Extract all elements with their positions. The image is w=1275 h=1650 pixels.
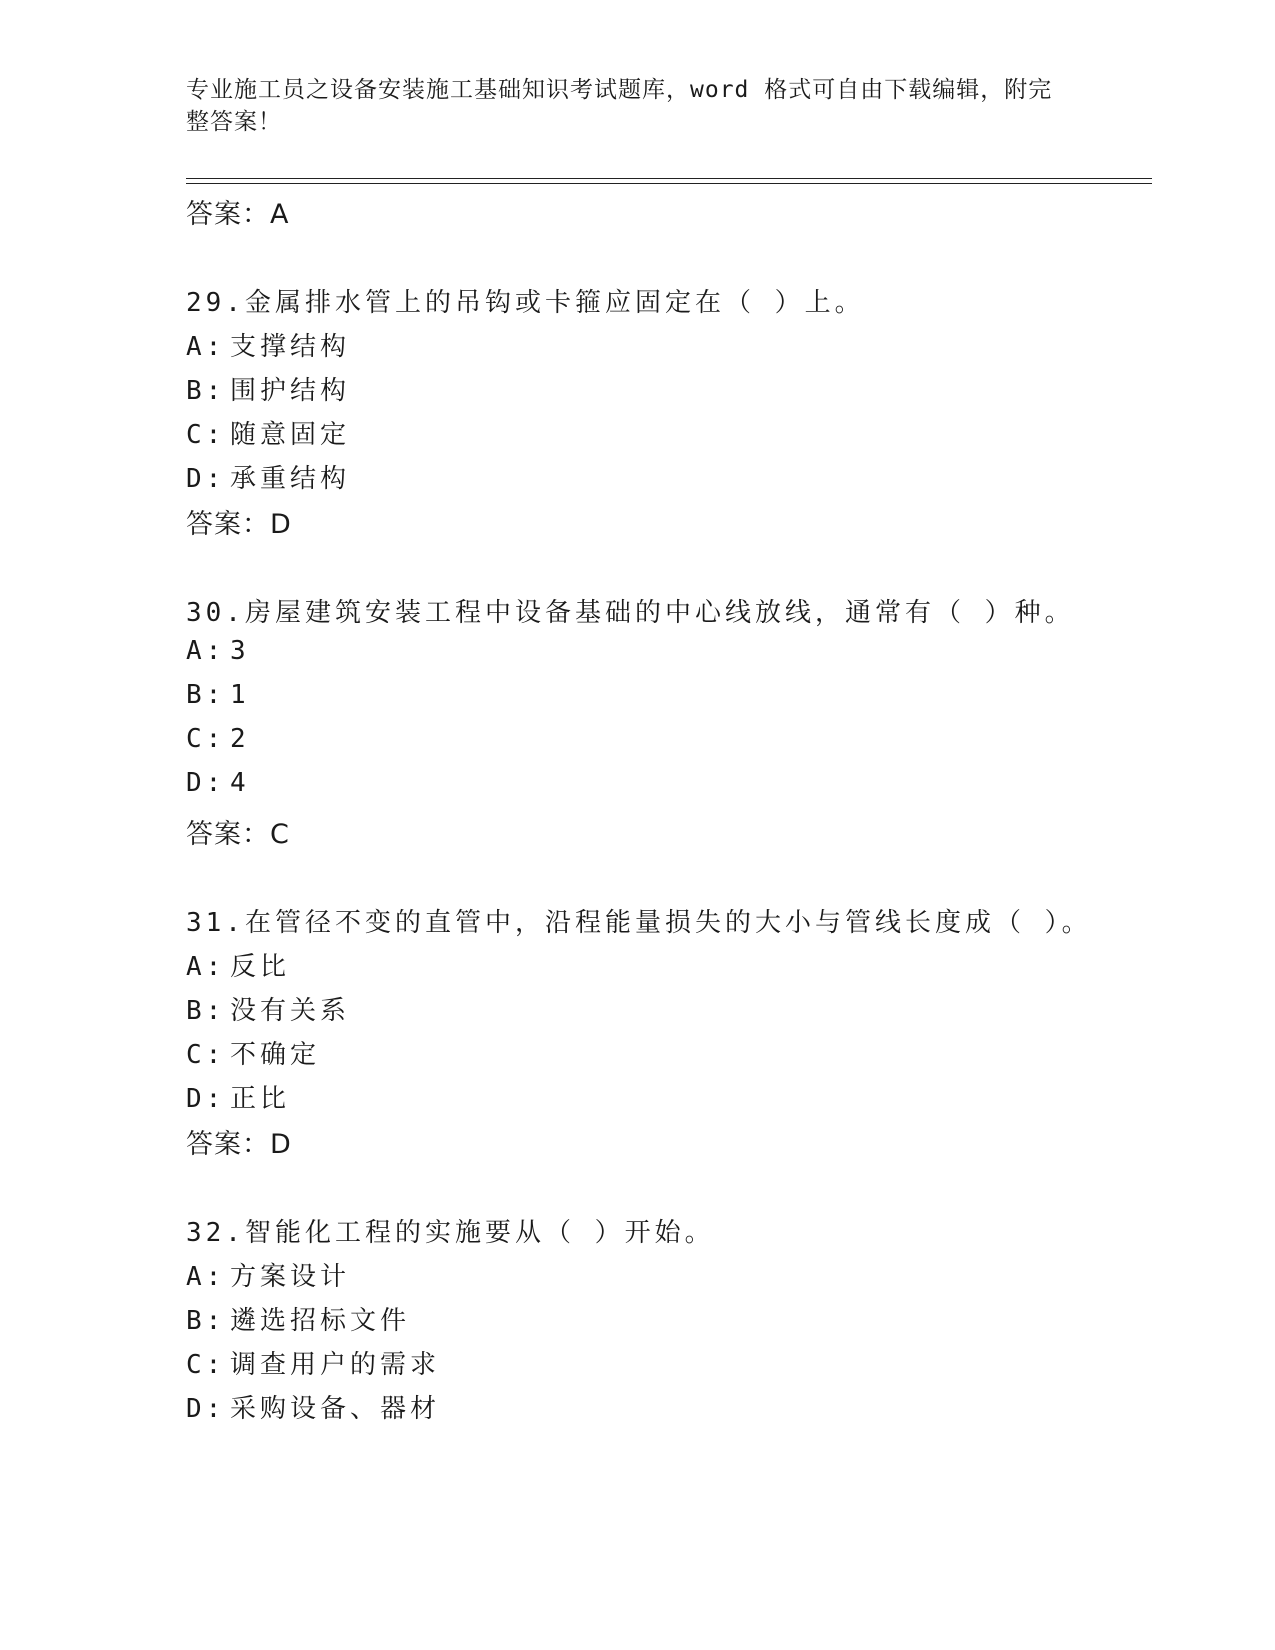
option-letter: B: bbox=[186, 376, 226, 406]
option-letter: B: bbox=[186, 996, 226, 1026]
previous-answer: 答案：A bbox=[186, 199, 290, 230]
option-text: 调查用户的需求 bbox=[230, 1350, 441, 1380]
option-letter: A: bbox=[186, 1262, 226, 1292]
question-29-answer: 答案：D bbox=[186, 509, 292, 540]
header-divider-bottom bbox=[186, 183, 1152, 184]
option-letter: C: bbox=[186, 1040, 226, 1070]
option-letter: D: bbox=[186, 1394, 226, 1424]
option-letter: A: bbox=[186, 952, 226, 982]
question-30-option-c bbox=[186, 724, 250, 754]
option-text: 正比 bbox=[230, 1084, 291, 1114]
option-text: 不确定 bbox=[230, 1040, 321, 1070]
question-29-option-d bbox=[186, 458, 350, 495]
question-31-option-d bbox=[186, 1078, 290, 1115]
option-text: 没有关系 bbox=[230, 996, 351, 1026]
question-32-option-a bbox=[186, 1256, 350, 1293]
question-31-answer: 答案：D bbox=[186, 1129, 292, 1160]
option-letter: D: bbox=[186, 768, 226, 798]
option-text: 围护结构 bbox=[230, 376, 351, 406]
option-text: 2 bbox=[230, 724, 250, 754]
question-32-option-d bbox=[186, 1388, 440, 1425]
option-letter: B: bbox=[186, 680, 226, 710]
question-30-option-d bbox=[186, 768, 250, 798]
question-31-option-a bbox=[186, 946, 290, 983]
option-letter: A: bbox=[186, 332, 226, 362]
question-29-option-c bbox=[186, 414, 350, 451]
question-29-stem: 29.金属排水管上的吊钩或卡箍应固定在（ ）上。 bbox=[186, 288, 865, 318]
question-29-option-b bbox=[186, 370, 350, 407]
question-29-option-a bbox=[186, 326, 350, 363]
question-32-option-b bbox=[186, 1300, 410, 1337]
option-letter: C: bbox=[186, 420, 226, 450]
option-text: 遴选招标文件 bbox=[230, 1306, 411, 1336]
option-letter: B: bbox=[186, 1306, 226, 1336]
option-text: 方案设计 bbox=[230, 1262, 351, 1292]
option-text: 3 bbox=[230, 636, 250, 666]
option-letter: D: bbox=[186, 1084, 226, 1114]
option-text: 采购设备、器材 bbox=[230, 1394, 441, 1424]
option-text: 支撑结构 bbox=[230, 332, 351, 362]
question-31-stem: 31.在管径不变的直管中，沿程能量损失的大小与管线长度成（ ）。 bbox=[186, 908, 1092, 938]
question-30-stem: 30.房屋建筑安装工程中设备基础的中心线放线，通常有（ ）种。 bbox=[186, 598, 1075, 628]
option-text: 随意固定 bbox=[230, 420, 351, 450]
option-text: 4 bbox=[230, 768, 250, 798]
option-letter: C: bbox=[186, 1350, 226, 1380]
question-32-stem: 32.智能化工程的实施要从（ ）开始。 bbox=[186, 1218, 715, 1248]
option-letter: D: bbox=[186, 464, 226, 494]
question-30-option-a bbox=[186, 636, 250, 666]
question-31-option-b bbox=[186, 990, 350, 1027]
option-letter: C: bbox=[186, 724, 226, 754]
document-header bbox=[186, 74, 1066, 138]
question-30-option-b bbox=[186, 680, 250, 710]
option-text: 反比 bbox=[230, 952, 291, 982]
header-divider-top bbox=[186, 178, 1152, 179]
option-text: 承重结构 bbox=[230, 464, 351, 494]
question-30-answer: 答案：C bbox=[186, 819, 290, 850]
header-line-2: 整答案！ bbox=[186, 109, 282, 135]
header-line-1: 专业施工员之设备安装施工基础知识考试题库，word 格式可自由下载编辑，附完 bbox=[186, 77, 1053, 103]
question-32-option-c bbox=[186, 1344, 440, 1381]
question-31-option-c bbox=[186, 1034, 320, 1071]
option-letter: A: bbox=[186, 636, 226, 666]
option-text: 1 bbox=[230, 680, 250, 710]
